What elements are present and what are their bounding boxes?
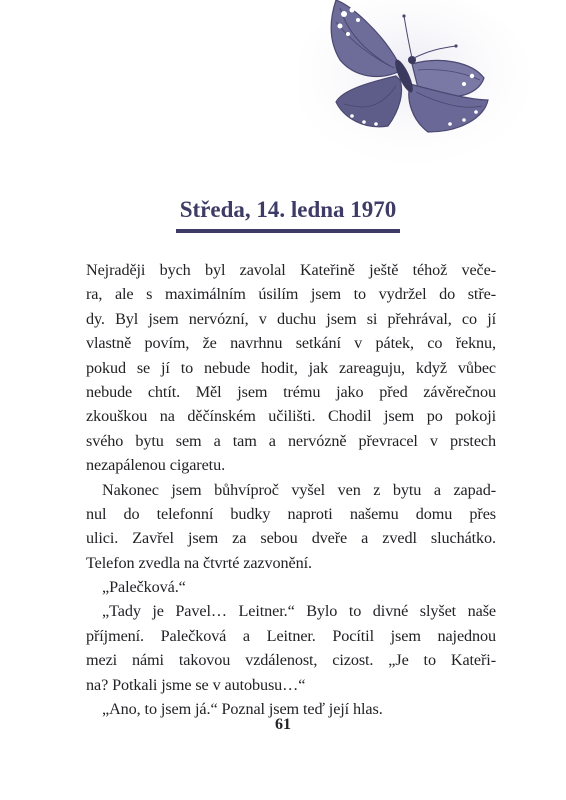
text-line: svého bytu sem a tam a nervózně převracel v prstech	[86, 431, 496, 450]
text-line: Nakonec jsem bůhvíproč vyšel ven z bytu a zapad-	[102, 480, 496, 499]
text-line: „Palečková.“	[102, 578, 186, 597]
text-line: nezapálenou cigaretu.	[86, 456, 226, 475]
text-line: příjmení. Palečková a Leitner. Pocítil jsem najednou	[86, 626, 496, 645]
text-line: „Ano, to jsem já.“ Poznal jsem teď její hlas.	[102, 700, 383, 719]
chapter-heading	[176, 196, 400, 224]
chapter-title: Středa, 14. ledna 1970	[179, 197, 397, 222]
text-line: vlastně povím, že navrhnu setkání v pátek, co řeknu,	[86, 334, 496, 353]
text-line: mezi námi takovou vzdálenost, cizost. „Je to Kateři-	[86, 651, 496, 670]
page-number: 61	[275, 716, 291, 733]
text-line: dy. Byl jsem nervózní, v duchu jsem si přehrával, co jí	[86, 309, 496, 328]
text-line: „Tady je Pavel… Leitner.“ Bylo to divné slyšet naše	[102, 602, 496, 621]
title-underline	[176, 229, 400, 233]
body-text	[86, 258, 496, 721]
text-line: na? Potkali jsme se v autobusu…“	[86, 675, 306, 694]
butterfly-illustration	[300, 0, 530, 170]
text-line: Nejraději bych byl zavolal Kateřině ještě téhož veče-	[86, 261, 496, 279]
text-line: nebude chtít. Měl jsem trému jako před závěrečnou	[86, 382, 496, 401]
text-line: ulici. Zavřel jsem za sebou dveře a zvedl sluchátko.	[86, 529, 496, 548]
text-line: nul do telefonní budky naproti našemu domu přes	[86, 504, 496, 523]
text-line: ra, ale s maximálním úsilím jsem to vydržel do stře-	[86, 285, 496, 304]
text-line: pokud se jí to nebude hodit, jak zareaguju, když vůbec	[86, 358, 496, 377]
text-line: zkouškou na děčínském učilišti. Chodil jsem po pokoji	[86, 407, 496, 426]
text-line: Telefon zvedla na čtvrté zazvonění.	[86, 553, 312, 572]
